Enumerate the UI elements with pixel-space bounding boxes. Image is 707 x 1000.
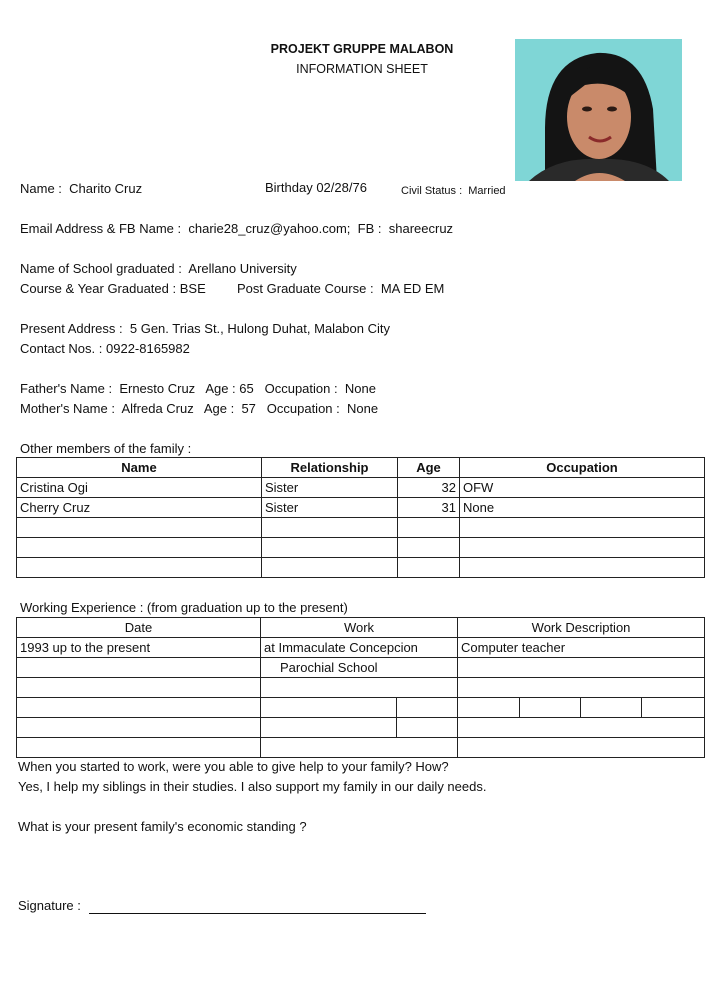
mother-occupation-label: Occupation : <box>266 401 340 416</box>
mother-label: Mother's Name : <box>20 401 115 416</box>
school-value: Arellano University <box>188 261 297 276</box>
birthday-value: 02/28/76 <box>316 180 367 195</box>
profile-photo <box>515 39 682 181</box>
empty-cell[interactable] <box>460 558 705 578</box>
course-value: BSE <box>179 281 206 296</box>
table-row-empty <box>17 698 705 718</box>
empty-cell[interactable] <box>17 718 261 738</box>
contact-label: Contact Nos. : <box>20 341 103 356</box>
civil-status-value: Married <box>468 185 506 197</box>
birthday-line <box>265 180 367 196</box>
course-line <box>20 281 206 297</box>
empty-cell[interactable] <box>17 658 261 678</box>
work-date-cell: 1993 up to the present <box>17 638 261 658</box>
fb-label: FB : <box>357 221 382 236</box>
course-label: Course & Year Graduated : <box>20 281 177 296</box>
empty-cell[interactable] <box>458 718 705 738</box>
mother-age: 57 <box>241 401 256 416</box>
father-age: 65 <box>239 381 254 396</box>
table-row <box>17 478 705 498</box>
civil-status-line <box>401 183 506 199</box>
birthday-label: Birthday <box>265 180 313 195</box>
school-line <box>20 261 297 277</box>
empty-cell[interactable] <box>398 518 460 538</box>
work-header-description: Work Description <box>458 618 705 638</box>
empty-cell[interactable] <box>17 738 261 758</box>
family-age-cell: 31 <box>398 498 460 518</box>
empty-cell[interactable] <box>17 678 261 698</box>
family-occupation-cell: None <box>460 498 705 518</box>
family-age-cell: 32 <box>398 478 460 498</box>
work-description-cell: Computer teacher <box>458 638 705 658</box>
family-name-cell: Cristina Ogi <box>17 478 262 498</box>
work-section-label: Working Experience : (from graduation up to the present) <box>20 600 348 615</box>
email-line <box>20 221 453 237</box>
father-age-label: Age : <box>205 381 236 396</box>
family-header-name: Name <box>17 458 262 478</box>
family-name-cell: Cherry Cruz <box>17 498 262 518</box>
address-value: 5 Gen. Trias St., Hulong Duhat, Malabon City <box>129 321 390 336</box>
empty-cell[interactable] <box>397 718 458 738</box>
email-value: charie28_cruz@yahoo.com; <box>188 221 351 236</box>
table-row-empty <box>17 538 705 558</box>
answer-help-family: Yes, I help my siblings in their studies. I also support my family in our daily needs. <box>18 779 487 794</box>
address-label: Present Address : <box>20 321 123 336</box>
father-occupation: None <box>344 381 376 396</box>
father-name: Ernesto Cruz <box>119 381 196 396</box>
empty-cell[interactable] <box>458 738 705 758</box>
mother-line <box>20 401 378 417</box>
empty-cell[interactable] <box>17 558 262 578</box>
empty-cell[interactable] <box>261 678 458 698</box>
contact-line <box>20 341 190 357</box>
father-label: Father's Name : <box>20 381 113 396</box>
empty-cell[interactable] <box>458 658 705 678</box>
work-work-cell: at Immaculate Concepcion <box>261 638 458 658</box>
work-table <box>16 617 705 758</box>
empty-cell[interactable] <box>17 698 261 718</box>
empty-cell[interactable] <box>458 698 520 718</box>
work-header-row <box>17 618 705 638</box>
family-relationship-cell: Sister <box>262 498 398 518</box>
empty-cell[interactable] <box>17 518 262 538</box>
signature-label: Signature : <box>18 898 81 913</box>
mother-name: Alfreda Cruz <box>121 401 194 416</box>
work-header-date: Date <box>17 618 261 638</box>
work-work-cell-continued: Parochial School <box>261 658 458 678</box>
table-row <box>17 498 705 518</box>
email-label: Email Address & FB Name : <box>20 221 182 236</box>
empty-cell[interactable] <box>17 538 262 558</box>
table-row-empty <box>17 678 705 698</box>
name-line <box>20 181 142 197</box>
family-header-relationship: Relationship <box>262 458 398 478</box>
signature-line[interactable] <box>89 913 426 914</box>
family-header-age: Age <box>398 458 460 478</box>
school-label: Name of School graduated : <box>20 261 182 276</box>
father-line <box>20 381 376 397</box>
family-table <box>16 457 705 578</box>
empty-cell[interactable] <box>398 558 460 578</box>
empty-cell[interactable] <box>398 538 460 558</box>
empty-cell[interactable] <box>262 558 398 578</box>
empty-cell[interactable] <box>581 698 642 718</box>
empty-cell[interactable] <box>261 738 458 758</box>
empty-cell[interactable] <box>458 678 705 698</box>
question-help-family: When you started to work, were you able to give help to your family? How? <box>18 759 449 774</box>
empty-cell[interactable] <box>460 538 705 558</box>
empty-cell[interactable] <box>520 698 581 718</box>
fb-value: shareecruz <box>388 221 454 236</box>
form-subtitle: INFORMATION SHEET <box>296 62 428 76</box>
family-header-row <box>17 458 705 478</box>
postgrad-value: MA ED EM <box>380 281 445 296</box>
name-value: Charito Cruz <box>69 181 143 196</box>
family-relationship-cell: Sister <box>262 478 398 498</box>
empty-cell[interactable] <box>262 538 398 558</box>
mother-age-label: Age : <box>203 401 235 416</box>
form-title: PROJEKT GRUPPE MALABON <box>270 42 454 56</box>
family-header-occupation: Occupation <box>460 458 705 478</box>
name-label: Name : <box>20 181 62 196</box>
empty-cell[interactable] <box>397 698 458 718</box>
father-occupation-label: Occupation : <box>264 381 338 396</box>
empty-cell[interactable] <box>460 518 705 538</box>
table-row-empty <box>17 518 705 538</box>
empty-cell[interactable] <box>261 698 397 718</box>
table-row-empty <box>17 558 705 578</box>
address-line <box>20 321 390 337</box>
postgrad-line <box>237 281 444 297</box>
question-economic-standing: What is your present family's economic standing ? <box>18 819 307 834</box>
family-section-label: Other members of the family : <box>20 441 192 456</box>
mother-occupation: None <box>347 401 379 416</box>
portrait-image <box>515 39 682 181</box>
table-row-empty <box>17 718 705 738</box>
empty-cell[interactable] <box>642 698 705 718</box>
contact-value: 0922-8165982 <box>106 341 190 356</box>
civil-status-label: Civil Status : <box>401 185 463 197</box>
empty-cell[interactable] <box>262 518 398 538</box>
table-row <box>17 658 705 678</box>
table-row-empty <box>17 738 705 758</box>
postgrad-label: Post Graduate Course : <box>237 281 374 296</box>
work-header-work: Work <box>261 618 458 638</box>
empty-cell[interactable] <box>261 718 397 738</box>
family-occupation-cell: OFW <box>460 478 705 498</box>
table-row <box>17 638 705 658</box>
